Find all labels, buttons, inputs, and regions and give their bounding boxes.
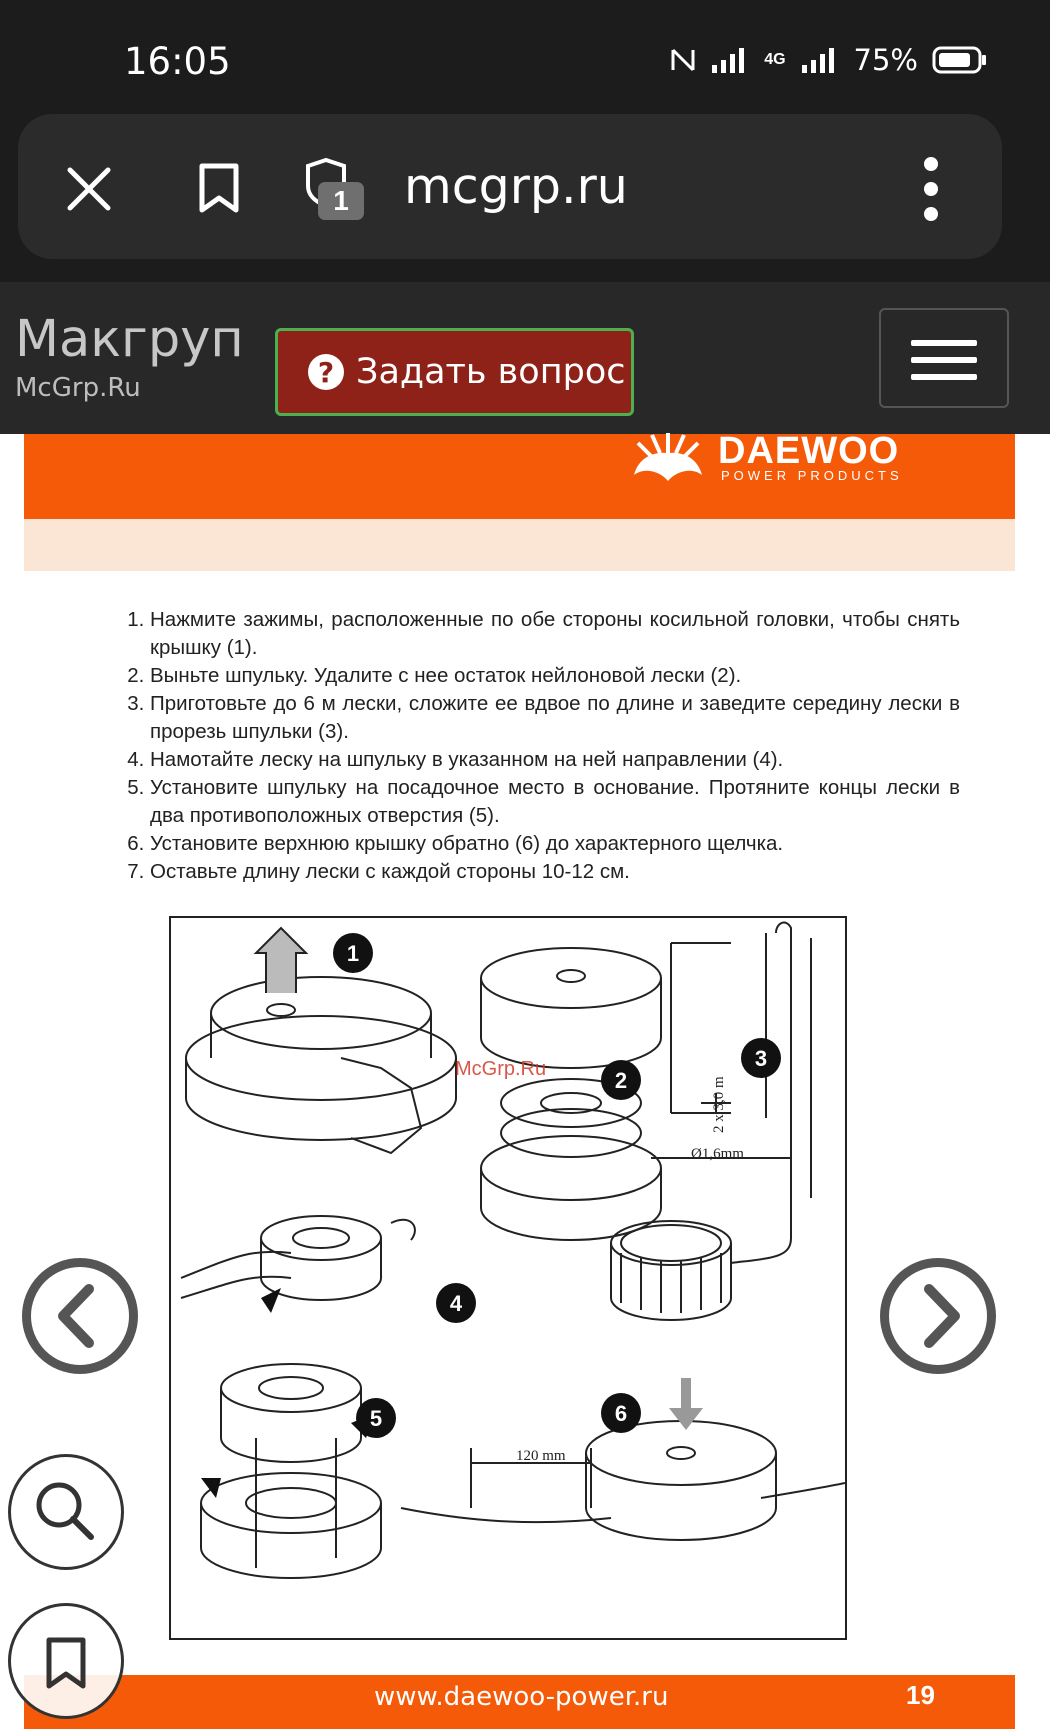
ask-question-label: Задать вопрос [356, 352, 626, 392]
instruction-item: 7. Оставьте длину лески с каждой стороны 10-12 см. [150, 858, 960, 886]
diameter-label: Ø1,6mm [691, 1146, 744, 1162]
step-label-4: 4 [449, 1291, 463, 1316]
tab-count-badge: 1 [318, 182, 364, 220]
step-label-3: 3 [754, 1046, 768, 1071]
hamburger-menu-button[interactable] [879, 308, 1009, 408]
battery-percent: 75% [853, 43, 918, 77]
footer-page-number: 19 [906, 1680, 935, 1710]
footer-url: www.daewoo-power.ru [374, 1682, 669, 1712]
menu-line [911, 340, 977, 346]
site-brand-sub[interactable]: McGrp.Ru [15, 373, 141, 403]
bookmark-icon [11, 1606, 121, 1716]
step-label-1: 1 [346, 941, 360, 966]
menu-line [911, 374, 977, 380]
watermark: McGrp.Ru [455, 1058, 547, 1080]
bookmark-fab-button[interactable] [8, 1603, 124, 1719]
assembly-diagram [169, 916, 847, 1640]
daewoo-logo-subtext: POWER PRODUCTS [721, 468, 903, 483]
next-page-button[interactable] [880, 1258, 996, 1374]
instruction-item: 4. Намотайте леску на шпульку в указанном на ней направлении (4). [150, 746, 960, 774]
site-brand[interactable]: Макгруп [15, 310, 244, 369]
status-time: 16:05 [124, 40, 231, 83]
distance-label: 120 mm [516, 1448, 566, 1464]
search-button[interactable] [8, 1454, 124, 1570]
instruction-item: 1. Нажмите зажимы, расположенные по обе стороны косильной головки, чтобы снять крышку (1). [150, 606, 960, 662]
bookmark-icon[interactable] [196, 162, 242, 214]
instruction-list [120, 606, 960, 886]
signal-icon [710, 45, 750, 75]
daewoo-logo-icon [630, 431, 706, 483]
status-icons [670, 40, 988, 80]
chevron-left-icon [31, 1267, 129, 1365]
step-label-6: 6 [614, 1401, 628, 1426]
close-icon[interactable] [66, 166, 112, 212]
url-text[interactable]: mcgrp.ru [404, 158, 628, 215]
nfc-icon [670, 45, 696, 75]
status-bar [0, 0, 1050, 115]
prev-page-button[interactable] [22, 1258, 138, 1374]
daewoo-logo-text: DAEWOO [718, 430, 900, 472]
battery-icon [932, 45, 988, 75]
instruction-item: 5. Установите шпульку на посадочное место в основание. Протяните концы лески в два противоположных отверстия (5). [150, 774, 960, 830]
instruction-item: 3. Приготовьте до 6 м лески, сложите ее вдвое по длине и заведите середину лески в прорезь шпульки (3). [150, 690, 960, 746]
search-icon [11, 1457, 121, 1567]
more-vert-icon[interactable] [920, 154, 942, 224]
question-icon: ? [308, 354, 344, 390]
signal-icon-2 [800, 45, 840, 75]
document-subheader-band [24, 519, 1015, 571]
assembly-illustration [171, 918, 845, 1638]
instruction-item: 6. Установите верхнюю крышку обратно (6) до характерного щелчка. [150, 830, 960, 858]
step-label-5: 5 [369, 1406, 383, 1431]
ask-question-button[interactable] [275, 328, 634, 416]
instruction-item: 2. Выньте шпульку. Удалите с нее остаток нейлоновой лески (2). [150, 662, 960, 690]
chevron-right-icon [889, 1267, 987, 1365]
network-type: 4G [764, 51, 786, 68]
menu-line [911, 357, 977, 363]
step-label-2: 2 [614, 1068, 628, 1093]
length-label: 2 x 3,0 m [711, 1076, 727, 1133]
shield-tab-icon[interactable] [300, 156, 368, 224]
